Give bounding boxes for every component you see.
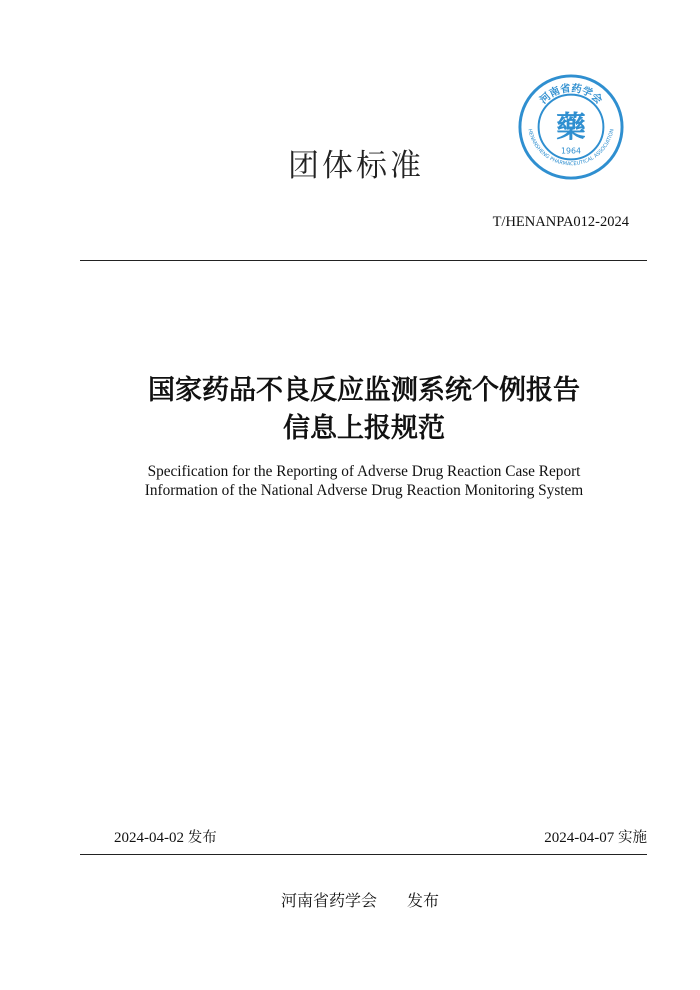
logo-text-top: 河南省药学会: [537, 82, 605, 107]
logo-year: 1964: [561, 146, 581, 156]
issue-date: 2024-04-02: [114, 830, 184, 846]
implementation-label: 实施: [618, 830, 647, 846]
publisher-line: [281, 888, 439, 911]
chinese-title-line-1: 国家药品不良反应监测系统个例报告: [148, 375, 580, 406]
english-title: [0, 462, 700, 500]
publisher-name: 河南省药学会: [281, 891, 378, 910]
publish-label: 发布: [407, 891, 440, 910]
document-type-heading: 团体标准: [288, 148, 424, 184]
logo-center-glyph: 藥: [556, 109, 586, 144]
chinese-title-line-2: 信息上报规范: [283, 413, 445, 444]
bottom-divider: [80, 854, 647, 855]
english-title-line-1: Specification for the Reporting of Adverse Drug Reaction Case Report: [147, 463, 581, 480]
english-title-line-2: Information of the National Adverse Drug Reaction Monitoring System: [144, 482, 584, 499]
implementation-date: 2024-04-07: [544, 830, 615, 846]
standard-code: T/HENANPA012-2024: [492, 214, 629, 230]
chinese-title: [0, 372, 700, 448]
top-divider: [80, 260, 647, 261]
issue-date-block: [114, 826, 217, 847]
issue-label: 发布: [187, 830, 217, 846]
implementation-date-block: [544, 826, 647, 847]
logo-text-bottom: HENANSHENG PHARMACEUTICAL ASSOCIATION: [526, 128, 616, 168]
